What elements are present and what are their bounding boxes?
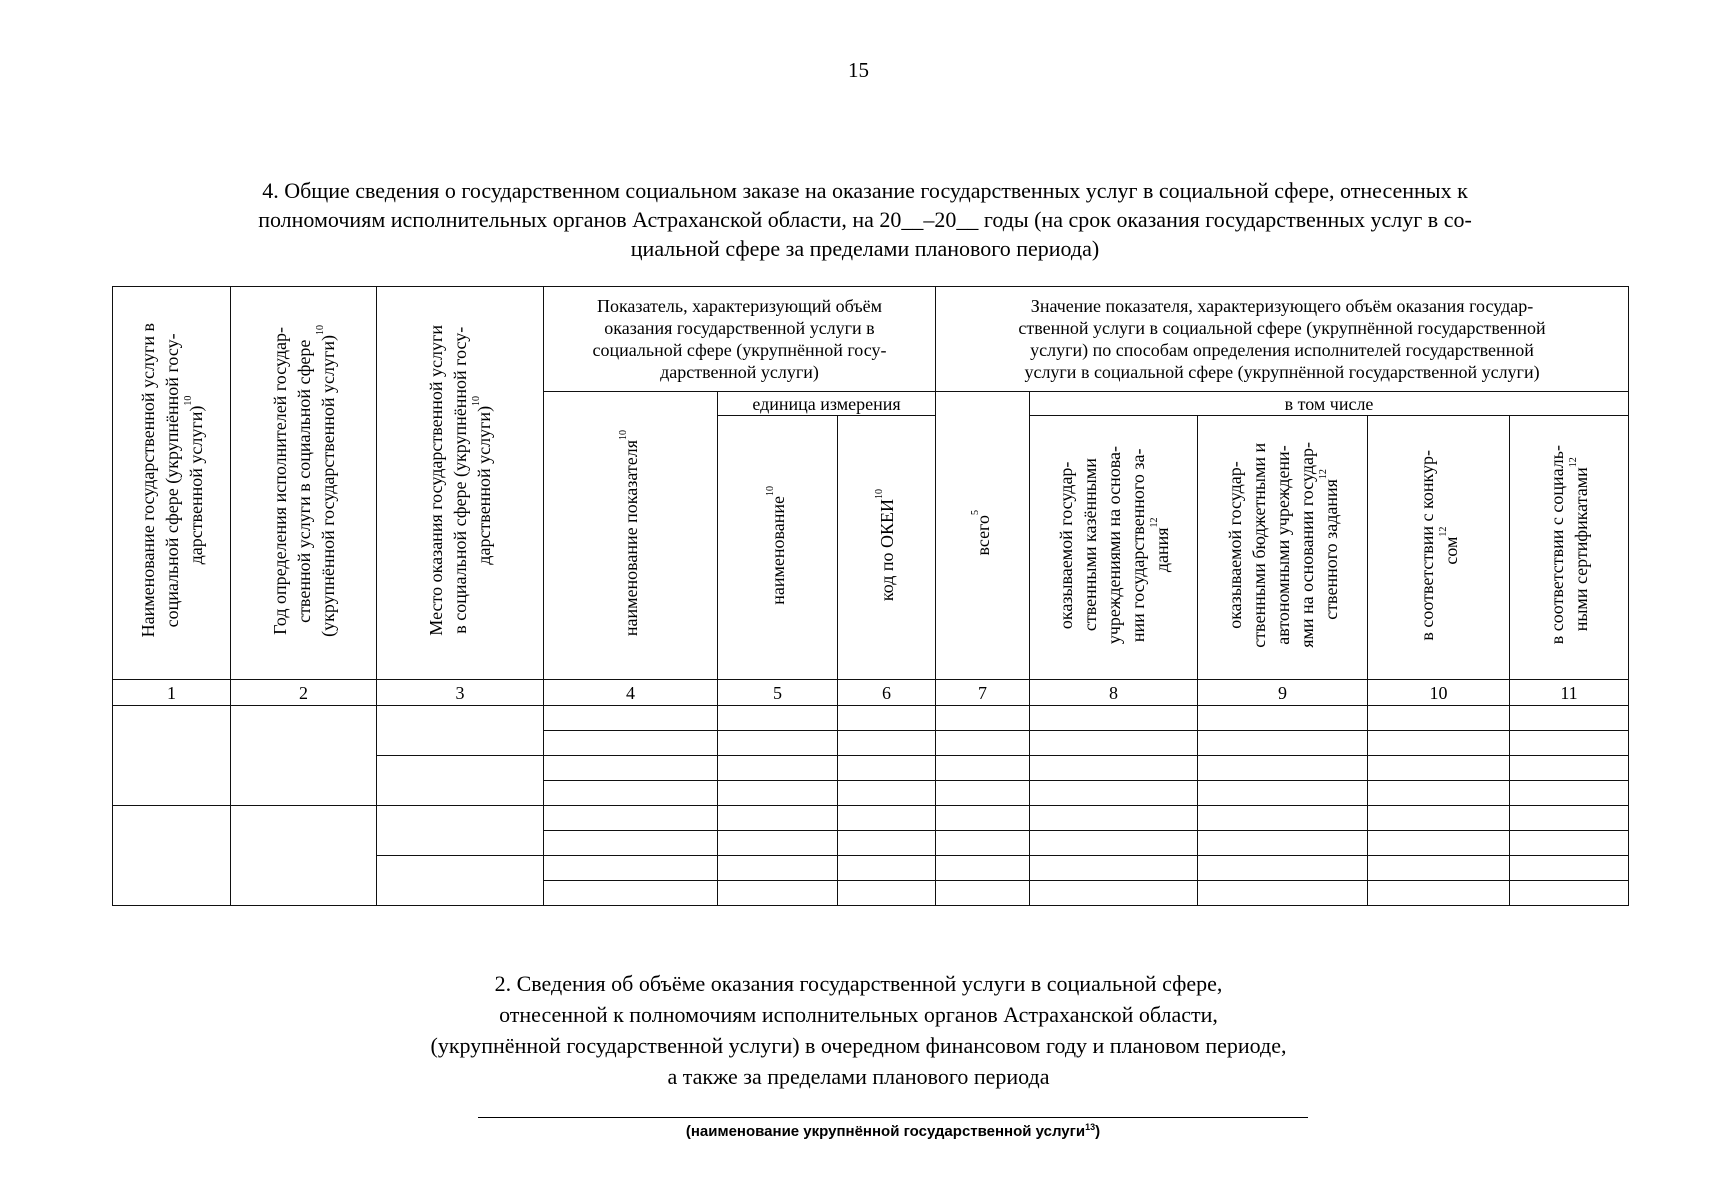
column-number: 4 (544, 680, 718, 706)
empty-cell (231, 806, 377, 906)
section-2-title-line: 2. Сведения об объёме оказания государственной услуги в социальной сфере, (494, 971, 1223, 996)
header-col-6: код по ОКЕИ$^{10}$ (838, 416, 936, 680)
social-order-table (112, 286, 1629, 906)
empty-cell (231, 706, 377, 806)
header-col-3: Место оказания государственной услуги в социальной сфере (укрупнённой госу- дарственной услуги)$^{10}$ (377, 287, 544, 680)
column-number: 10 (1368, 680, 1510, 706)
section-title-line: циальной сфере за пределами планового периода) (630, 236, 1100, 261)
empty-cell (113, 806, 231, 906)
section-2-title-line: (укрупнённой государственной услуги) в очередном финансовом году и плановом периоде, (430, 1033, 1287, 1058)
header-col-4: наименование показателя$^{10}$ (544, 392, 718, 680)
column-number: 8 (1030, 680, 1198, 706)
header-col-9: оказываемой государ- ственными бюджетными и автономными учреждени- ями на основании государ- ственного задания$^{12}$ (1198, 416, 1368, 680)
header-including-group: в том числе (1030, 392, 1629, 416)
empty-cell (377, 856, 544, 906)
fill-in-line (478, 1117, 1308, 1118)
empty-cell (377, 806, 544, 856)
column-number: 1 (113, 680, 231, 706)
section-2-title-line: а также за пределами планового периода (667, 1064, 1050, 1089)
column-number: 2 (231, 680, 377, 706)
header-value-group: Значение показателя, характеризующего объём оказания государ- ственной услуги в социальной сфере (укрупнённой государственной услуги) по способам определения исполнителей государственной услуги в социальной сфере (укрупнённой государственной услуги) (936, 287, 1629, 392)
header-col-5: наименование$^{10}$ (718, 416, 838, 680)
section-title-line: полномочиям исполнительных органов Астраханской области, на 20__–20__ годы (на срок оказания государственных услуг в со- (258, 207, 1472, 232)
header-col-10: в соответствии с конкур- сом$^{12}$ (1368, 416, 1510, 680)
column-number: 7 (936, 680, 1030, 706)
empty-cell (377, 706, 544, 756)
section-title-line: 4. Общие сведения о государственном социальном заказе на оказание государственных услуг в социальной сфере, отнесенных к (262, 178, 1468, 203)
header-col-11: в соответствии с социаль- ными сертификатами$^{12}$ (1510, 416, 1629, 680)
header-col-7: всего$^5$ (936, 392, 1030, 680)
header-indicator-group: Показатель, характеризующий объём оказания государственной услуги в социальной сфере (укрупнённой госу- дарственной услуги) (544, 287, 936, 392)
column-number: 3 (377, 680, 544, 706)
empty-cell (377, 756, 544, 806)
header-col-8: оказываемой государ- ственными казёнными учреждениями на основа- нии государственного за- дания$^{12}$ (1030, 416, 1198, 680)
header-unit-group: единица измерения (718, 392, 936, 416)
column-number: 11 (1510, 680, 1629, 706)
column-number-row (113, 680, 1629, 706)
header-col-2: Год определения исполнителей государ- ственной услуги в социальной сфере (укрупнённой государственной услуги)$^{10}$ (231, 287, 377, 680)
section-2-title (0, 968, 1717, 1092)
column-number: 5 (718, 680, 838, 706)
field-caption: (наименование укрупнённой государственной услуги$^{13}$) (685, 1122, 1101, 1140)
column-number: 6 (838, 680, 936, 706)
page-number: 15 (848, 58, 869, 82)
header-col-1: Наименование государственной услуги в социальной сфере (укрупнённой госу- дарственной услуги)$^{10}$ (113, 287, 231, 680)
section-title (110, 176, 1620, 263)
section-2-title-line: отнесенной к полномочиям исполнительных органов Астраханской области, (499, 1002, 1218, 1027)
empty-cell (113, 706, 231, 806)
column-number: 9 (1198, 680, 1368, 706)
table-row (113, 806, 1629, 831)
table-row (113, 706, 1629, 731)
